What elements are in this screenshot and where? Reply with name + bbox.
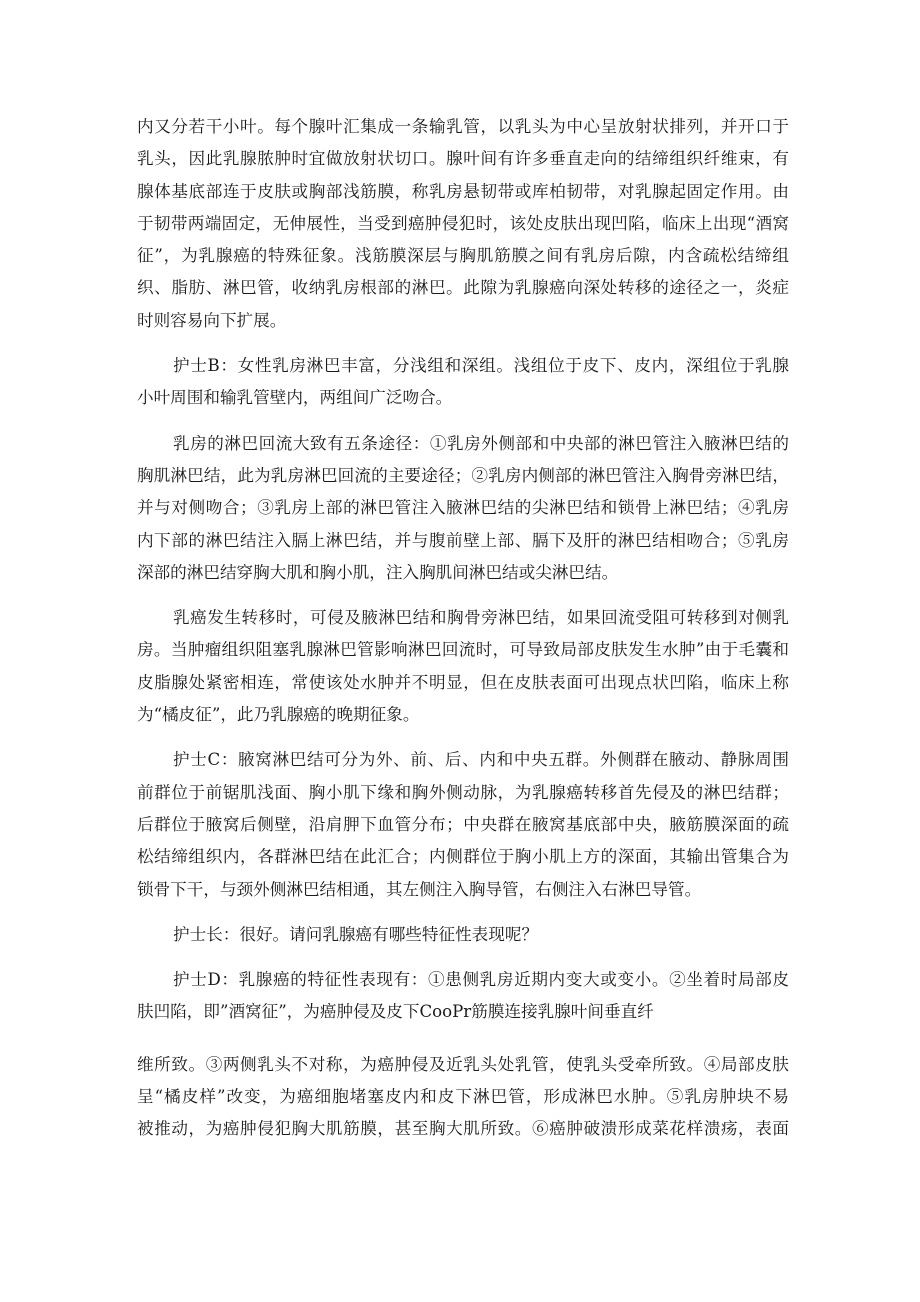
paragraph [137, 111, 789, 337]
text-line: 腺体基底部连于皮肤或胸部浅筋膜，称乳房悬韧带或库柏韧带，对乳腺起固定作用。由 [137, 181, 789, 201]
text-line: 护士长：很好。请问乳腺癌有哪些特征性表现呢？ [173, 924, 539, 944]
text-line: 深部的淋巴结穿胸大肌和胸小肌，注入胸肌间淋巴结或尖淋巴结。 [137, 562, 619, 582]
text-line: 锁骨下干，与颈外侧淋巴结相通，其左侧注入胸导管，右侧注入右淋巴导管。 [137, 879, 702, 899]
paragraph-spacing [137, 415, 789, 428]
text-line: 征”，为乳腺癌的特殊征象。浅筋膜深层与胸肌筋膜之间有乳房后隙，内含疏松结缔组 [137, 246, 789, 266]
text-line: 呈“橘皮样”改变，为癌细胞堵塞皮内和皮下淋巴管，形成淋巴水肿。⑤乳房肿块不易 [137, 1087, 789, 1107]
document-body [137, 111, 789, 1146]
text-line: 松结缔组织内，各群淋巴结在此汇合；内侧群位于胸小肌上方的深面，其输出管集合为 [137, 847, 789, 867]
paragraph [137, 1049, 789, 1146]
text-line: 房。当肿瘤组织阻塞乳腺淋巴管影响淋巴回流时，可导致局部皮肤发生水肿”由于毛囊和 [137, 640, 789, 660]
paragraph [137, 919, 789, 951]
text-line: 乳房的淋巴回流大致有五条途径：①乳房外侧部和中央部的淋巴管注入腋淋巴结的 [173, 433, 789, 453]
paragraph-spacing [137, 337, 789, 350]
text-line: 肤凹陷，即”酒窝征”，为癌肿侵及皮下CooPr筋膜连接乳腺叶间垂直纤 [137, 1002, 654, 1022]
text-line: 织、脂肪、淋巴管，收纳乳房根部的淋巴。此隙为乳腺癌向深处转移的途径之一，炎症 [137, 278, 789, 298]
paragraph [137, 602, 789, 731]
text-line: 护士D：乳腺癌的特征性表现有：①患侧乳房近期内变大或变小。②坐着时局部皮 [173, 970, 789, 990]
paragraph-spacing [137, 589, 789, 602]
text-line: 后群位于腋窝后侧壁，沿肩胛下血管分布；中央群在腋窝基底部中央，腋筋膜深面的疏 [137, 814, 789, 834]
text-line: 小叶周围和输乳管壁内，两组间广泛吻合。 [137, 388, 453, 408]
text-line: 时则容易向下扩展。 [137, 310, 287, 330]
text-line: 前群位于前锯肌浅面、胸小肌下缘和胸外侧动脉，为乳腺癌转移首先侵及的淋巴结群； [137, 782, 789, 802]
text-line: 护士B：女性乳房淋巴丰富，分浅组和深组。浅组位于皮下、皮内，深组位于乳腺 [173, 356, 789, 376]
text-line: 乳头，因此乳腺脓肿时宜做放射状切口。腺叶间有许多垂直走向的结缔组织纤维束，有 [137, 149, 789, 169]
text-line: 护士C：腋窝淋巴结可分为外、前、后、内和中央五群。外侧群在腋动、静脉周围 [173, 750, 789, 770]
text-line: 内下部的淋巴结注入膈上淋巴结，并与腹前壁上部、膈下及肝的淋巴结相吻合；⑤乳房 [137, 530, 789, 550]
text-line: 内又分若干小叶。每个腺叶汇集成一条输乳管，以乳头为中心呈放射状排列，并开口于 [137, 117, 789, 136]
text-line: 皮脂腺处紧密相连，常使该处水肿并不明显，但在皮肤表面可出现点状凹陷，临床上称 [137, 672, 789, 692]
text-line: 为“橘皮征”，此乃乳腺癌的晚期征象。 [137, 705, 420, 725]
paragraph [137, 428, 789, 589]
text-line: 维所致。③两侧乳头不对称，为癌肿侵及近乳头处乳管，使乳头受牵所致。④局部皮肤 [137, 1054, 789, 1074]
text-line: 胸肌淋巴结，此为乳房淋巴回流的主要途径；②乳房内侧部的淋巴管注入胸骨旁淋巴结， [137, 465, 789, 485]
text-line: 于韧带两端固定，无伸展性，当受到癌肿侵犯时，该处皮肤出现凹陷，临床上出现“酒窝 [137, 213, 789, 233]
text-line: 并与对侧吻合；③乳房上部的淋巴管注入腋淋巴结的尖淋巴结和锁骨上淋巴结；④乳房 [137, 498, 789, 518]
text-line: 被推动，为癌肿侵犯胸大肌筋膜，甚至胸大肌所致。⑥癌肿破溃形成菜花样溃疡，表面 [137, 1119, 789, 1139]
paragraph-spacing [137, 906, 789, 919]
paragraph-spacing [137, 951, 789, 964]
paragraph-spacing [137, 1029, 789, 1049]
paragraph [137, 350, 789, 415]
paragraph [137, 964, 789, 1029]
text-line: 乳癌发生转移时，可侵及腋淋巴结和胸骨旁淋巴结，如果回流受阻可转移到对侧乳 [173, 608, 789, 628]
paragraph-spacing [137, 731, 789, 744]
paragraph [137, 744, 789, 905]
